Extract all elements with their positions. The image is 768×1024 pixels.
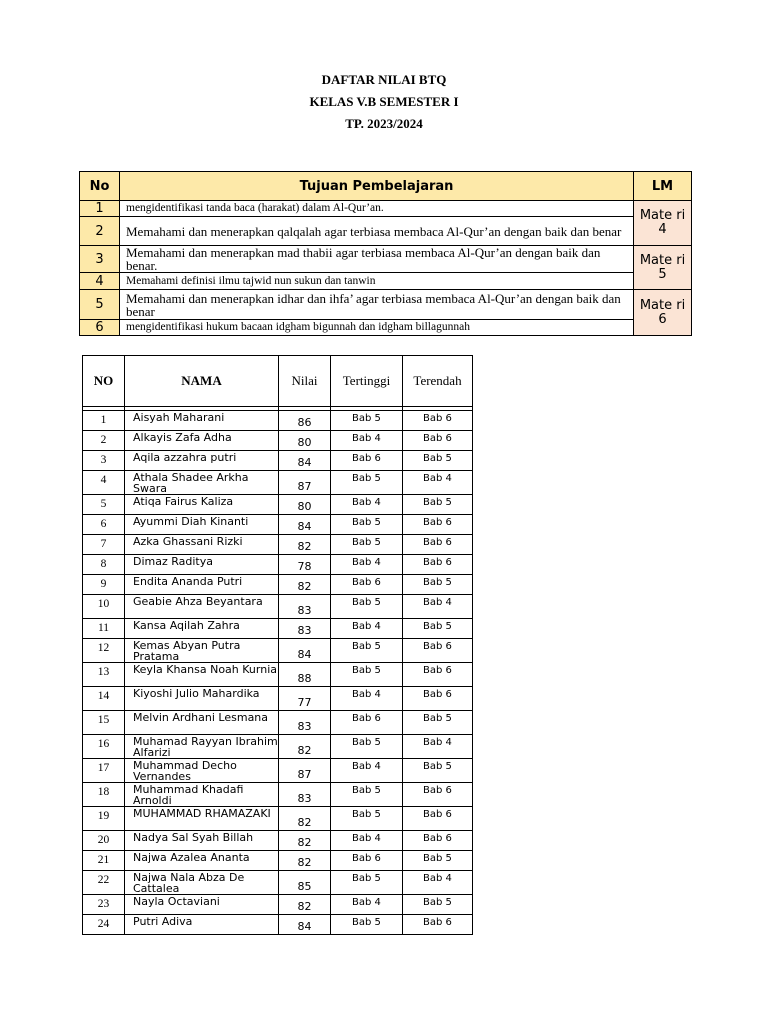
row-nama: Kemas Abyan Putra Pratama	[125, 639, 279, 663]
tp-row	[80, 320, 692, 336]
row-terendah: Bab 6	[403, 915, 473, 935]
row-terendah: Bab 6	[403, 807, 473, 831]
row-nilai: 83	[279, 595, 331, 619]
row-no: 9	[83, 575, 125, 595]
tp-row-no: 1	[80, 201, 120, 217]
table-row	[83, 495, 473, 515]
row-terendah: Bab 5	[403, 851, 473, 871]
tp-row	[80, 201, 692, 217]
row-nilai: 86	[279, 411, 331, 431]
row-nama: Melvin Ardhani Lesmana	[125, 711, 279, 735]
row-terendah: Bab 4	[403, 871, 473, 895]
row-nilai: 77	[279, 687, 331, 711]
row-tertinggi: Bab 5	[331, 471, 403, 495]
row-tertinggi: Bab 5	[331, 639, 403, 663]
row-no: 17	[83, 759, 125, 783]
row-terendah: Bab 6	[403, 687, 473, 711]
title-line-2: KELAS V.B SEMESTER I	[309, 94, 459, 109]
table-row	[83, 735, 473, 759]
tp-row-text: Memahami dan menerapkan idhar dan ihfa’ agar terbiasa membaca Al-Qur’an dengan baik dan benar	[120, 290, 634, 320]
row-no: 21	[83, 851, 125, 871]
row-nilai: 80	[279, 495, 331, 515]
tp-row-no: 4	[80, 273, 120, 290]
tp-row-no: 6	[80, 320, 120, 336]
row-terendah: Bab 4	[403, 595, 473, 619]
row-terendah: Bab 6	[403, 663, 473, 687]
row-no: 16	[83, 735, 125, 759]
learning-objectives-table	[79, 171, 692, 336]
table-row	[83, 619, 473, 639]
tp-row	[80, 273, 692, 290]
row-nama: Atiqa Fairus Kaliza	[125, 495, 279, 515]
row-terendah: Bab 6	[403, 555, 473, 575]
table-row	[83, 595, 473, 619]
tp-header-tujuan: Tujuan Pembelajaran	[120, 172, 634, 201]
table-row	[83, 687, 473, 711]
table-row	[83, 759, 473, 783]
row-nama: Putri Adiva	[125, 915, 279, 935]
row-tertinggi: Bab 5	[331, 807, 403, 831]
row-nama: Muhamad Rayyan Ibrahim Alfarizi	[125, 735, 279, 759]
row-nama: Muhammad Khadafi Arnoldi	[125, 783, 279, 807]
row-nama: Dimaz Raditya	[125, 555, 279, 575]
tp-row	[80, 217, 692, 246]
table-row	[83, 535, 473, 555]
tp-row-no: 5	[80, 290, 120, 320]
row-nama: Alkayis Zafa Adha	[125, 431, 279, 451]
row-nama: Nadya Sal Syah Billah	[125, 831, 279, 851]
tp-row-no: 3	[80, 246, 120, 273]
tp-row-text: mengidentifikasi hukum bacaan idgham bigunnah dan idgham billagunnah	[120, 320, 634, 336]
row-nilai: 82	[279, 535, 331, 555]
row-tertinggi: Bab 5	[331, 735, 403, 759]
row-terendah: Bab 6	[403, 783, 473, 807]
row-tertinggi: Bab 4	[331, 687, 403, 711]
row-no: 1	[83, 411, 125, 431]
row-terendah: Bab 6	[403, 535, 473, 555]
row-tertinggi: Bab 6	[331, 575, 403, 595]
grades-header-terendah: Terendah	[403, 356, 473, 407]
tp-header-row	[80, 172, 692, 201]
row-nilai: 82	[279, 735, 331, 759]
row-nilai: 88	[279, 663, 331, 687]
row-terendah: Bab 6	[403, 639, 473, 663]
row-tertinggi: Bab 4	[331, 759, 403, 783]
row-nilai: 80	[279, 431, 331, 451]
row-no: 18	[83, 783, 125, 807]
row-no: 11	[83, 619, 125, 639]
row-terendah: Bab 5	[403, 495, 473, 515]
table-row	[83, 451, 473, 471]
row-tertinggi: Bab 6	[331, 851, 403, 871]
row-no: 4	[83, 471, 125, 495]
row-nama: Keyla Khansa Noah Kurnia	[125, 663, 279, 687]
tp-row-text: mengidentifikasi tanda baca (harakat) dalam Al-Qur’an.	[120, 201, 634, 217]
row-no: 14	[83, 687, 125, 711]
table-row	[83, 411, 473, 431]
row-nama: Kiyoshi Julio Mahardika	[125, 687, 279, 711]
document-title	[0, 72, 768, 138]
row-nilai: 85	[279, 871, 331, 895]
row-no: 2	[83, 431, 125, 451]
row-nama: Geabie Ahza Beyantara	[125, 595, 279, 619]
tp-header-no: No	[80, 172, 120, 201]
title-line-1: DAFTAR NILAI BTQ	[321, 72, 447, 87]
row-no: 3	[83, 451, 125, 471]
row-no: 12	[83, 639, 125, 663]
tp-lm-cell: Mate ri 4	[634, 201, 692, 246]
row-nilai: 82	[279, 851, 331, 871]
row-nama: Muhammad Decho Vernandes	[125, 759, 279, 783]
table-row	[83, 851, 473, 871]
row-tertinggi: Bab 5	[331, 871, 403, 895]
row-tertinggi: Bab 4	[331, 431, 403, 451]
table-row	[83, 915, 473, 935]
tp-row-no: 2	[80, 217, 120, 246]
row-nilai: 83	[279, 619, 331, 639]
row-nama: Endita Ananda Putri	[125, 575, 279, 595]
row-no: 15	[83, 711, 125, 735]
table-row	[83, 831, 473, 851]
row-terendah: Bab 6	[403, 411, 473, 431]
row-nama: Kansa Aqilah Zahra	[125, 619, 279, 639]
row-tertinggi: Bab 5	[331, 783, 403, 807]
row-nilai: 83	[279, 783, 331, 807]
row-terendah: Bab 5	[403, 759, 473, 783]
row-nilai: 78	[279, 555, 331, 575]
row-tertinggi: Bab 5	[331, 535, 403, 555]
row-tertinggi: Bab 5	[331, 515, 403, 535]
row-tertinggi: Bab 5	[331, 915, 403, 935]
row-nilai: 87	[279, 471, 331, 495]
row-tertinggi: Bab 4	[331, 895, 403, 915]
table-row	[83, 663, 473, 687]
tp-lm-cell: Mate ri 6	[634, 290, 692, 336]
table-row	[83, 555, 473, 575]
row-terendah: Bab 6	[403, 831, 473, 851]
row-nama: Ayummi Diah Kinanti	[125, 515, 279, 535]
row-nilai: 83	[279, 711, 331, 735]
row-no: 19	[83, 807, 125, 831]
row-tertinggi: Bab 6	[331, 711, 403, 735]
tp-lm-cell: Mate ri 5	[634, 246, 692, 290]
row-no: 13	[83, 663, 125, 687]
row-terendah: Bab 6	[403, 431, 473, 451]
row-no: 23	[83, 895, 125, 915]
row-tertinggi: Bab 4	[331, 619, 403, 639]
table-row	[83, 871, 473, 895]
row-no: 22	[83, 871, 125, 895]
row-tertinggi: Bab 4	[331, 831, 403, 851]
tp-row	[80, 246, 692, 273]
tp-row	[80, 290, 692, 320]
row-terendah: Bab 4	[403, 735, 473, 759]
grades-table	[82, 355, 473, 935]
row-tertinggi: Bab 6	[331, 451, 403, 471]
row-nama: MUHAMMAD RHAMAZAKI	[125, 807, 279, 831]
table-row	[83, 639, 473, 663]
table-row	[83, 471, 473, 495]
row-nama: Najwa Nala Abza De Cattalea	[125, 871, 279, 895]
table-row	[83, 895, 473, 915]
row-terendah: Bab 5	[403, 451, 473, 471]
row-no: 8	[83, 555, 125, 575]
table-row	[83, 783, 473, 807]
row-tertinggi: Bab 5	[331, 595, 403, 619]
row-nilai: 84	[279, 515, 331, 535]
row-nilai: 82	[279, 575, 331, 595]
tp-row-text: Memahami dan menerapkan mad thabii agar terbiasa membaca Al-Qur’an dengan baik dan benar.	[120, 246, 634, 273]
grades-header-no: NO	[83, 356, 125, 407]
row-no: 24	[83, 915, 125, 935]
grades-header-row	[83, 356, 473, 407]
row-tertinggi: Bab 5	[331, 411, 403, 431]
row-nama: Nayla Octaviani	[125, 895, 279, 915]
row-no: 6	[83, 515, 125, 535]
row-nilai: 82	[279, 807, 331, 831]
row-tertinggi: Bab 5	[331, 663, 403, 687]
table-row	[83, 711, 473, 735]
row-terendah: Bab 6	[403, 515, 473, 535]
row-tertinggi: Bab 4	[331, 495, 403, 515]
row-no: 20	[83, 831, 125, 851]
row-terendah: Bab 5	[403, 895, 473, 915]
row-terendah: Bab 5	[403, 619, 473, 639]
row-nilai: 84	[279, 915, 331, 935]
grades-header-tertinggi: Tertinggi	[331, 356, 403, 407]
row-nama: Athala Shadee Arkha Swara	[125, 471, 279, 495]
row-nilai: 82	[279, 895, 331, 915]
row-nilai: 84	[279, 639, 331, 663]
row-nama: Najwa Azalea Ananta	[125, 851, 279, 871]
row-nama: Aisyah Maharani	[125, 411, 279, 431]
row-nama: Azka Ghassani Rizki	[125, 535, 279, 555]
table-row	[83, 431, 473, 451]
title-line-3: TP. 2023/2024	[345, 116, 423, 131]
row-nilai: 84	[279, 451, 331, 471]
row-no: 10	[83, 595, 125, 619]
row-nilai: 82	[279, 831, 331, 851]
grades-header-nilai: Nilai	[279, 356, 331, 407]
tp-row-text: Memahami dan menerapkan qalqalah agar terbiasa membaca Al-Qur’an dengan baik dan benar	[120, 217, 634, 246]
table-row	[83, 515, 473, 535]
grades-header-nama: NAMA	[125, 356, 279, 407]
row-nilai: 87	[279, 759, 331, 783]
tp-header-lm: LM	[634, 172, 692, 201]
row-terendah: Bab 5	[403, 575, 473, 595]
row-terendah: Bab 5	[403, 711, 473, 735]
row-no: 7	[83, 535, 125, 555]
tp-row-text: Memahami definisi ilmu tajwid nun sukun dan tanwin	[120, 273, 634, 290]
row-terendah: Bab 4	[403, 471, 473, 495]
table-row	[83, 575, 473, 595]
table-row	[83, 807, 473, 831]
row-no: 5	[83, 495, 125, 515]
row-nama: Aqila azzahra putri	[125, 451, 279, 471]
row-tertinggi: Bab 4	[331, 555, 403, 575]
